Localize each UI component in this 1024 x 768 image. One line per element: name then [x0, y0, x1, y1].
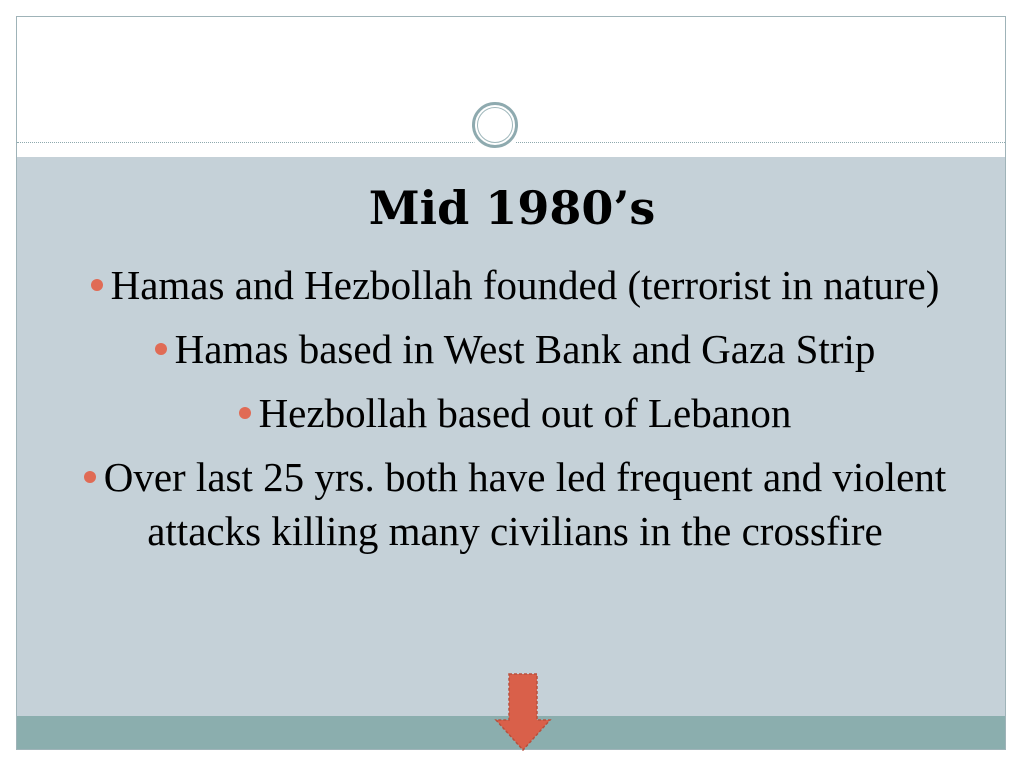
bullet-text: Hezbollah based out of Lebanon	[258, 390, 792, 436]
bullet-icon	[84, 471, 96, 483]
bullet-item	[50, 386, 980, 440]
bullet-item	[50, 322, 980, 376]
ornament-inner-ring	[477, 107, 513, 143]
bullet-text: Over last 25 yrs. both have led frequent and violent attacks killing many civilians in the crossfire	[103, 454, 947, 554]
bullet-icon	[155, 343, 167, 355]
bullet-text: Hamas and Hezbollah founded (terrorist in nature)	[110, 262, 940, 308]
circle-ornament-icon	[468, 98, 522, 152]
slide-title: Mid 1980’s	[368, 181, 656, 235]
bullet-item	[50, 450, 980, 558]
bullet-text: Hamas based in West Bank and Gaza Strip	[174, 326, 876, 372]
bullet-item	[50, 258, 980, 312]
down-arrow-icon[interactable]	[494, 672, 552, 752]
bullet-list	[50, 258, 980, 568]
bullet-icon	[91, 279, 103, 291]
bullet-icon	[239, 407, 251, 419]
